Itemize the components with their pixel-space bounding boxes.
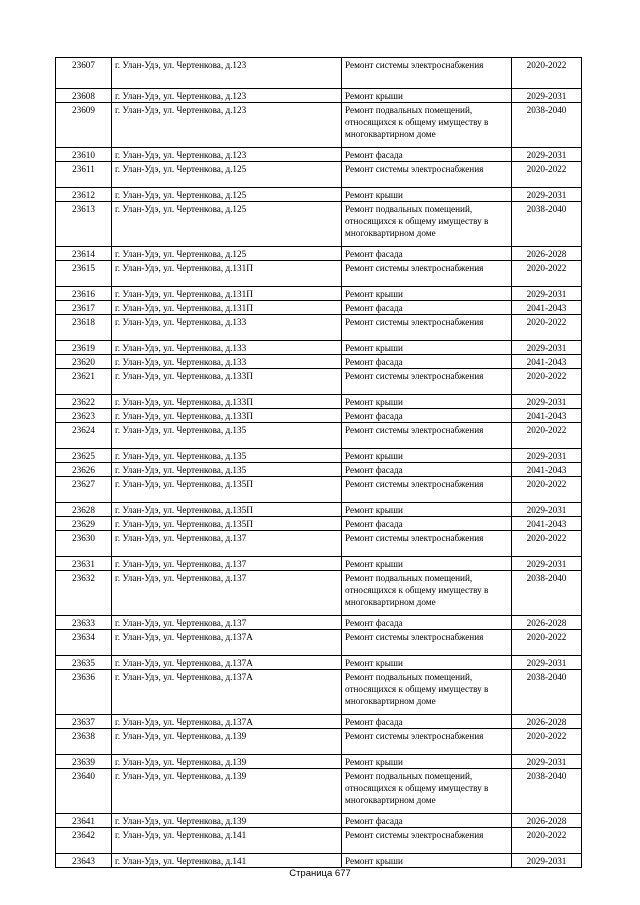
table-row: [56, 656, 582, 670]
row-work-type: Ремонт крыши: [342, 755, 512, 769]
row-work-type: Ремонт подвальных помещений, относящихся к общему имуществу в многоквартирном доме: [342, 571, 512, 616]
row-address: г. Улан-Удэ, ул. Чертенкова, д.135: [112, 463, 342, 477]
row-id: 23609: [56, 103, 112, 148]
row-work-type: Ремонт подвальных помещений, относящихся к общему имуществу в многоквартирном доме: [342, 670, 512, 715]
row-id: 23627: [56, 477, 112, 503]
table-row: [56, 202, 582, 247]
table-row: [56, 58, 582, 89]
row-work-type: Ремонт подвальных помещений, относящихся к общему имуществу в многоквартирном доме: [342, 769, 512, 814]
row-work-type: Ремонт системы электроснабжения: [342, 369, 512, 395]
row-address: г. Улан-Удэ, ул. Чертенкова, д.135П: [112, 503, 342, 517]
table-row: [56, 103, 582, 148]
row-period: 2020-2022: [512, 261, 582, 287]
row-id: 23639: [56, 755, 112, 769]
row-id: 23611: [56, 162, 112, 188]
row-period: 2020-2022: [512, 423, 582, 449]
row-work-type: Ремонт фасада: [342, 517, 512, 531]
row-id: 23614: [56, 247, 112, 261]
table-row: [56, 315, 582, 341]
row-work-type: Ремонт системы электроснабжения: [342, 261, 512, 287]
table-row: [56, 188, 582, 202]
row-work-type: Ремонт системы электроснабжения: [342, 58, 512, 89]
table-row: [56, 517, 582, 531]
row-period: 2038-2040: [512, 202, 582, 247]
row-address: г. Улан-Удэ, ул. Чертенкова, д.123: [112, 148, 342, 162]
row-period: 2020-2022: [512, 531, 582, 557]
table-row: [56, 670, 582, 715]
row-work-type: Ремонт крыши: [342, 854, 512, 868]
row-id: 23619: [56, 341, 112, 355]
row-address: г. Улан-Удэ, ул. Чертенкова, д.137А: [112, 630, 342, 656]
row-period: 2029-2031: [512, 341, 582, 355]
row-period: 2038-2040: [512, 670, 582, 715]
table-row: [56, 616, 582, 630]
row-address: г. Улан-Удэ, ул. Чертенкова, д.141: [112, 854, 342, 868]
row-address: г. Улан-Удэ, ул. Чертенкова, д.135: [112, 423, 342, 449]
row-address: г. Улан-Удэ, ул. Чертенкова, д.123: [112, 89, 342, 103]
table-row: [56, 503, 582, 517]
row-address: г. Улан-Удэ, ул. Чертенкова, д.135: [112, 449, 342, 463]
row-address: г. Улан-Удэ, ул. Чертенкова, д.123: [112, 103, 342, 148]
row-id: 23642: [56, 828, 112, 854]
row-address: г. Улан-Удэ, ул. Чертенкова, д.139: [112, 769, 342, 814]
table-row: [56, 89, 582, 103]
row-id: 23643: [56, 854, 112, 868]
row-period: 2020-2022: [512, 828, 582, 854]
table-row: [56, 341, 582, 355]
row-period: 2020-2022: [512, 630, 582, 656]
table-row: [56, 755, 582, 769]
row-period: 2041-2043: [512, 409, 582, 423]
row-work-type: Ремонт фасада: [342, 148, 512, 162]
row-period: 2041-2043: [512, 463, 582, 477]
row-id: 23620: [56, 355, 112, 369]
row-period: 2026-2028: [512, 616, 582, 630]
row-id: 23638: [56, 729, 112, 755]
row-address: г. Улан-Удэ, ул. Чертенкова, д.137А: [112, 670, 342, 715]
row-period: 2029-2031: [512, 287, 582, 301]
row-period: 2026-2028: [512, 715, 582, 729]
table-row: [56, 449, 582, 463]
row-work-type: Ремонт крыши: [342, 287, 512, 301]
row-address: г. Улан-Удэ, ул. Чертенкова, д.125: [112, 162, 342, 188]
table-row: [56, 395, 582, 409]
table-row: [56, 729, 582, 755]
row-address: г. Улан-Удэ, ул. Чертенкова, д.123: [112, 58, 342, 89]
row-address: г. Улан-Удэ, ул. Чертенкова, д.137: [112, 571, 342, 616]
row-period: 2038-2040: [512, 103, 582, 148]
row-address: г. Улан-Удэ, ул. Чертенкова, д.139: [112, 755, 342, 769]
row-period: 2029-2031: [512, 656, 582, 670]
table-row: [56, 261, 582, 287]
row-work-type: Ремонт системы электроснабжения: [342, 531, 512, 557]
row-period: 2029-2031: [512, 188, 582, 202]
row-work-type: Ремонт крыши: [342, 89, 512, 103]
table-row: [56, 369, 582, 395]
row-id: 23607: [56, 58, 112, 89]
row-period: 2029-2031: [512, 557, 582, 571]
row-id: 23631: [56, 557, 112, 571]
row-address: г. Улан-Удэ, ул. Чертенкова, д.141: [112, 828, 342, 854]
table-row: [56, 715, 582, 729]
row-address: г. Улан-Удэ, ул. Чертенкова, д.139: [112, 814, 342, 828]
row-work-type: Ремонт крыши: [342, 188, 512, 202]
row-work-type: Ремонт фасада: [342, 463, 512, 477]
row-address: г. Улан-Удэ, ул. Чертенкова, д.133П: [112, 409, 342, 423]
row-id: 23635: [56, 656, 112, 670]
row-period: 2029-2031: [512, 89, 582, 103]
row-work-type: Ремонт фасада: [342, 355, 512, 369]
table-row: [56, 630, 582, 656]
row-address: г. Улан-Удэ, ул. Чертенкова, д.131П: [112, 287, 342, 301]
row-work-type: Ремонт фасада: [342, 616, 512, 630]
row-period: 2020-2022: [512, 58, 582, 89]
row-id: 23623: [56, 409, 112, 423]
row-work-type: Ремонт системы электроснабжения: [342, 630, 512, 656]
row-id: 23621: [56, 369, 112, 395]
row-work-type: Ремонт крыши: [342, 341, 512, 355]
row-period: 2041-2043: [512, 301, 582, 315]
row-period: 2029-2031: [512, 148, 582, 162]
row-address: г. Улан-Удэ, ул. Чертенкова, д.133: [112, 355, 342, 369]
page-number: Страница 677: [289, 868, 351, 879]
row-id: 23617: [56, 301, 112, 315]
row-work-type: Ремонт системы электроснабжения: [342, 315, 512, 341]
row-work-type: Ремонт крыши: [342, 503, 512, 517]
row-id: 23626: [56, 463, 112, 477]
row-id: 23629: [56, 517, 112, 531]
table-row: [56, 355, 582, 369]
row-period: 2020-2022: [512, 315, 582, 341]
row-work-type: Ремонт фасада: [342, 247, 512, 261]
row-address: г. Улан-Удэ, ул. Чертенкова, д.139: [112, 729, 342, 755]
row-work-type: Ремонт фасада: [342, 409, 512, 423]
row-address: г. Улан-Удэ, ул. Чертенкова, д.137: [112, 557, 342, 571]
row-work-type: Ремонт крыши: [342, 557, 512, 571]
row-period: 2029-2031: [512, 449, 582, 463]
table-row: [56, 162, 582, 188]
row-address: г. Улан-Удэ, ул. Чертенкова, д.137А: [112, 715, 342, 729]
table-row: [56, 301, 582, 315]
row-period: 2029-2031: [512, 503, 582, 517]
table-row: [56, 477, 582, 503]
row-period: 2020-2022: [512, 162, 582, 188]
row-id: 23608: [56, 89, 112, 103]
table-row: [56, 571, 582, 616]
row-address: г. Улан-Удэ, ул. Чертенкова, д.131П: [112, 261, 342, 287]
table-body: [56, 58, 582, 868]
row-period: 2038-2040: [512, 571, 582, 616]
row-id: 23633: [56, 616, 112, 630]
row-id: 23616: [56, 287, 112, 301]
row-id: 23612: [56, 188, 112, 202]
table-row: [56, 814, 582, 828]
row-address: г. Улан-Удэ, ул. Чертенкова, д.133П: [112, 369, 342, 395]
row-address: г. Улан-Удэ, ул. Чертенкова, д.125: [112, 202, 342, 247]
row-id: 23632: [56, 571, 112, 616]
row-period: 2041-2043: [512, 355, 582, 369]
row-id: 23625: [56, 449, 112, 463]
table-row: [56, 409, 582, 423]
table-row: [56, 247, 582, 261]
row-work-type: Ремонт фасада: [342, 814, 512, 828]
row-address: г. Улан-Удэ, ул. Чертенкова, д.133П: [112, 395, 342, 409]
table-row: [56, 463, 582, 477]
table-row: [56, 828, 582, 854]
table-row: [56, 769, 582, 814]
row-work-type: Ремонт фасада: [342, 301, 512, 315]
table-row: [56, 854, 582, 868]
row-id: 23636: [56, 670, 112, 715]
row-period: 2038-2040: [512, 769, 582, 814]
row-address: г. Улан-Удэ, ул. Чертенкова, д.137А: [112, 656, 342, 670]
row-work-type: Ремонт подвальных помещений, относящихся к общему имуществу в многоквартирном доме: [342, 202, 512, 247]
table-row: [56, 287, 582, 301]
row-period: 2026-2028: [512, 247, 582, 261]
row-address: г. Улан-Удэ, ул. Чертенкова, д.125: [112, 188, 342, 202]
row-address: г. Улан-Удэ, ул. Чертенкова, д.135П: [112, 517, 342, 531]
row-work-type: Ремонт системы электроснабжения: [342, 423, 512, 449]
row-id: 23613: [56, 202, 112, 247]
row-id: 23634: [56, 630, 112, 656]
row-id: 23624: [56, 423, 112, 449]
row-id: 23641: [56, 814, 112, 828]
row-work-type: Ремонт фасада: [342, 715, 512, 729]
row-period: 2029-2031: [512, 854, 582, 868]
row-work-type: Ремонт системы электроснабжения: [342, 162, 512, 188]
row-period: 2026-2028: [512, 814, 582, 828]
row-work-type: Ремонт системы электроснабжения: [342, 828, 512, 854]
row-work-type: Ремонт крыши: [342, 656, 512, 670]
row-address: г. Улан-Удэ, ул. Чертенкова, д.131П: [112, 301, 342, 315]
row-address: г. Улан-Удэ, ул. Чертенкова, д.133: [112, 341, 342, 355]
row-work-type: Ремонт системы электроснабжения: [342, 729, 512, 755]
row-address: г. Улан-Удэ, ул. Чертенкова, д.137: [112, 616, 342, 630]
row-work-type: Ремонт подвальных помещений, относящихся к общему имуществу в многоквартирном доме: [342, 103, 512, 148]
row-address: г. Улан-Удэ, ул. Чертенкова, д.135П: [112, 477, 342, 503]
row-id: 23615: [56, 261, 112, 287]
row-period: 2020-2022: [512, 477, 582, 503]
row-work-type: Ремонт крыши: [342, 395, 512, 409]
row-address: г. Улан-Удэ, ул. Чертенкова, д.137: [112, 531, 342, 557]
row-period: 2020-2022: [512, 369, 582, 395]
table-row: [56, 557, 582, 571]
table-row: [56, 423, 582, 449]
row-period: 2041-2043: [512, 517, 582, 531]
row-id: 23610: [56, 148, 112, 162]
row-id: 23618: [56, 315, 112, 341]
row-work-type: Ремонт системы электроснабжения: [342, 477, 512, 503]
row-id: 23640: [56, 769, 112, 814]
row-id: 23622: [56, 395, 112, 409]
table-row: [56, 148, 582, 162]
row-id: 23637: [56, 715, 112, 729]
table-row: [56, 531, 582, 557]
row-period: 2020-2022: [512, 729, 582, 755]
row-period: 2029-2031: [512, 395, 582, 409]
row-address: г. Улан-Удэ, ул. Чертенкова, д.133: [112, 315, 342, 341]
row-work-type: Ремонт крыши: [342, 449, 512, 463]
row-period: 2029-2031: [512, 755, 582, 769]
row-id: 23630: [56, 531, 112, 557]
row-id: 23628: [56, 503, 112, 517]
capital-repair-table: [55, 57, 582, 868]
row-address: г. Улан-Удэ, ул. Чертенкова, д.125: [112, 247, 342, 261]
